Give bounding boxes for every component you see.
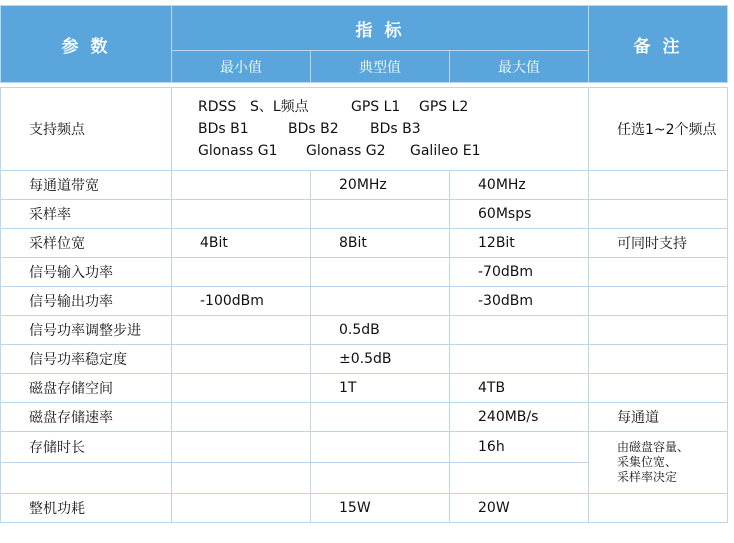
max-cell: 12Bit <box>450 229 589 258</box>
frequency-item: BDs B2 <box>288 121 339 137</box>
min-cell <box>172 200 311 229</box>
typical-cell: ±0.5dB <box>311 345 450 374</box>
param-cell: 信号功率调整步进 <box>1 316 172 345</box>
note-cell: 任选1~2个频点 <box>589 88 728 171</box>
storage-note-line: 由磁盘容量、 <box>617 440 690 454</box>
max-cell: -70dBm <box>450 258 589 287</box>
min-cell <box>172 432 311 463</box>
typical-cell <box>311 287 450 316</box>
max-cell: -30dBm <box>450 287 589 316</box>
table-row <box>1 200 728 229</box>
typical-cell <box>311 403 450 432</box>
frequency-item: Glonass G2 <box>306 143 386 159</box>
min-cell <box>172 494 311 523</box>
note-cell <box>589 258 728 287</box>
max-cell <box>450 345 589 374</box>
max-cell: 60Msps <box>450 200 589 229</box>
param-cell: 采样率 <box>1 200 172 229</box>
note-cell <box>589 200 728 229</box>
table-row <box>1 287 728 316</box>
param-cell: 信号功率稳定度 <box>1 345 172 374</box>
note-cell <box>589 287 728 316</box>
storage-note-line: 采集位宽、 <box>617 455 678 469</box>
max-cell <box>450 463 589 494</box>
typical-cell: 8Bit <box>311 229 450 258</box>
table-row <box>1 432 728 463</box>
param-cell: 采样位宽 <box>1 229 172 258</box>
table-row <box>1 345 728 374</box>
note-cell <box>589 345 728 374</box>
max-cell: 16h <box>450 432 589 463</box>
param-cell <box>1 463 172 494</box>
min-cell: -100dBm <box>172 287 311 316</box>
param-cell: 信号输出功率 <box>1 287 172 316</box>
typical-cell <box>311 258 450 287</box>
frequency-item: BDs B3 <box>370 121 421 137</box>
table-row <box>1 171 728 200</box>
min-cell <box>172 374 311 403</box>
storage-note-line: 采样率决定 <box>617 470 678 484</box>
max-cell: 40MHz <box>450 171 589 200</box>
note-cell: 可同时支持 <box>589 229 728 258</box>
min-cell <box>172 403 311 432</box>
frequency-item: S、L频点 <box>250 99 309 115</box>
param-cell: 整机功耗 <box>1 494 172 523</box>
param-cell: 每通道带宽 <box>1 171 172 200</box>
param-cell: 支持频点 <box>1 88 172 171</box>
frequency-item: RDSS <box>198 99 237 115</box>
frequency-item: Galileo E1 <box>410 143 481 159</box>
min-cell <box>172 171 311 200</box>
param-cell: 存储时长 <box>1 432 172 463</box>
max-cell <box>450 316 589 345</box>
frequency-line <box>198 96 588 118</box>
table-row-frequency <box>1 88 728 171</box>
header-max: 最大值 <box>450 51 589 83</box>
header-typical: 典型值 <box>311 51 450 83</box>
typical-cell <box>311 463 450 494</box>
spec-table <box>0 5 728 523</box>
table-row <box>1 374 728 403</box>
header-indicator: 指 标 <box>172 6 589 51</box>
frequency-item: GPS L2 <box>419 99 469 115</box>
note-cell <box>589 494 728 523</box>
max-cell: 4TB <box>450 374 589 403</box>
param-cell: 信号输入功率 <box>1 258 172 287</box>
typical-cell: 1T <box>311 374 450 403</box>
typical-cell: 0.5dB <box>311 316 450 345</box>
typical-cell <box>311 432 450 463</box>
frequency-list <box>172 88 589 171</box>
frequency-line <box>198 118 588 140</box>
typical-cell: 15W <box>311 494 450 523</box>
min-cell <box>172 258 311 287</box>
frequency-item: BDs B1 <box>198 121 249 137</box>
frequency-line <box>198 140 588 162</box>
table-row <box>1 316 728 345</box>
min-cell: 4Bit <box>172 229 311 258</box>
note-cell <box>589 374 728 403</box>
param-cell: 磁盘存储速率 <box>1 403 172 432</box>
min-cell <box>172 345 311 374</box>
table-row <box>1 258 728 287</box>
header-param: 参 数 <box>1 6 172 83</box>
frequency-item: GPS L1 <box>351 99 401 115</box>
max-cell: 20W <box>450 494 589 523</box>
note-cell <box>589 432 728 494</box>
header-min: 最小值 <box>172 51 311 83</box>
note-cell: 每通道 <box>589 403 728 432</box>
table-row <box>1 494 728 523</box>
min-cell <box>172 316 311 345</box>
typical-cell: 20MHz <box>311 171 450 200</box>
max-cell: 240MB/s <box>450 403 589 432</box>
table-row <box>1 403 728 432</box>
header-note: 备 注 <box>589 6 728 83</box>
min-cell <box>172 463 311 494</box>
typical-cell <box>311 200 450 229</box>
param-cell: 磁盘存储空间 <box>1 374 172 403</box>
frequency-item: Glonass G1 <box>198 143 278 159</box>
note-cell <box>589 171 728 200</box>
note-cell <box>589 316 728 345</box>
table-row <box>1 229 728 258</box>
